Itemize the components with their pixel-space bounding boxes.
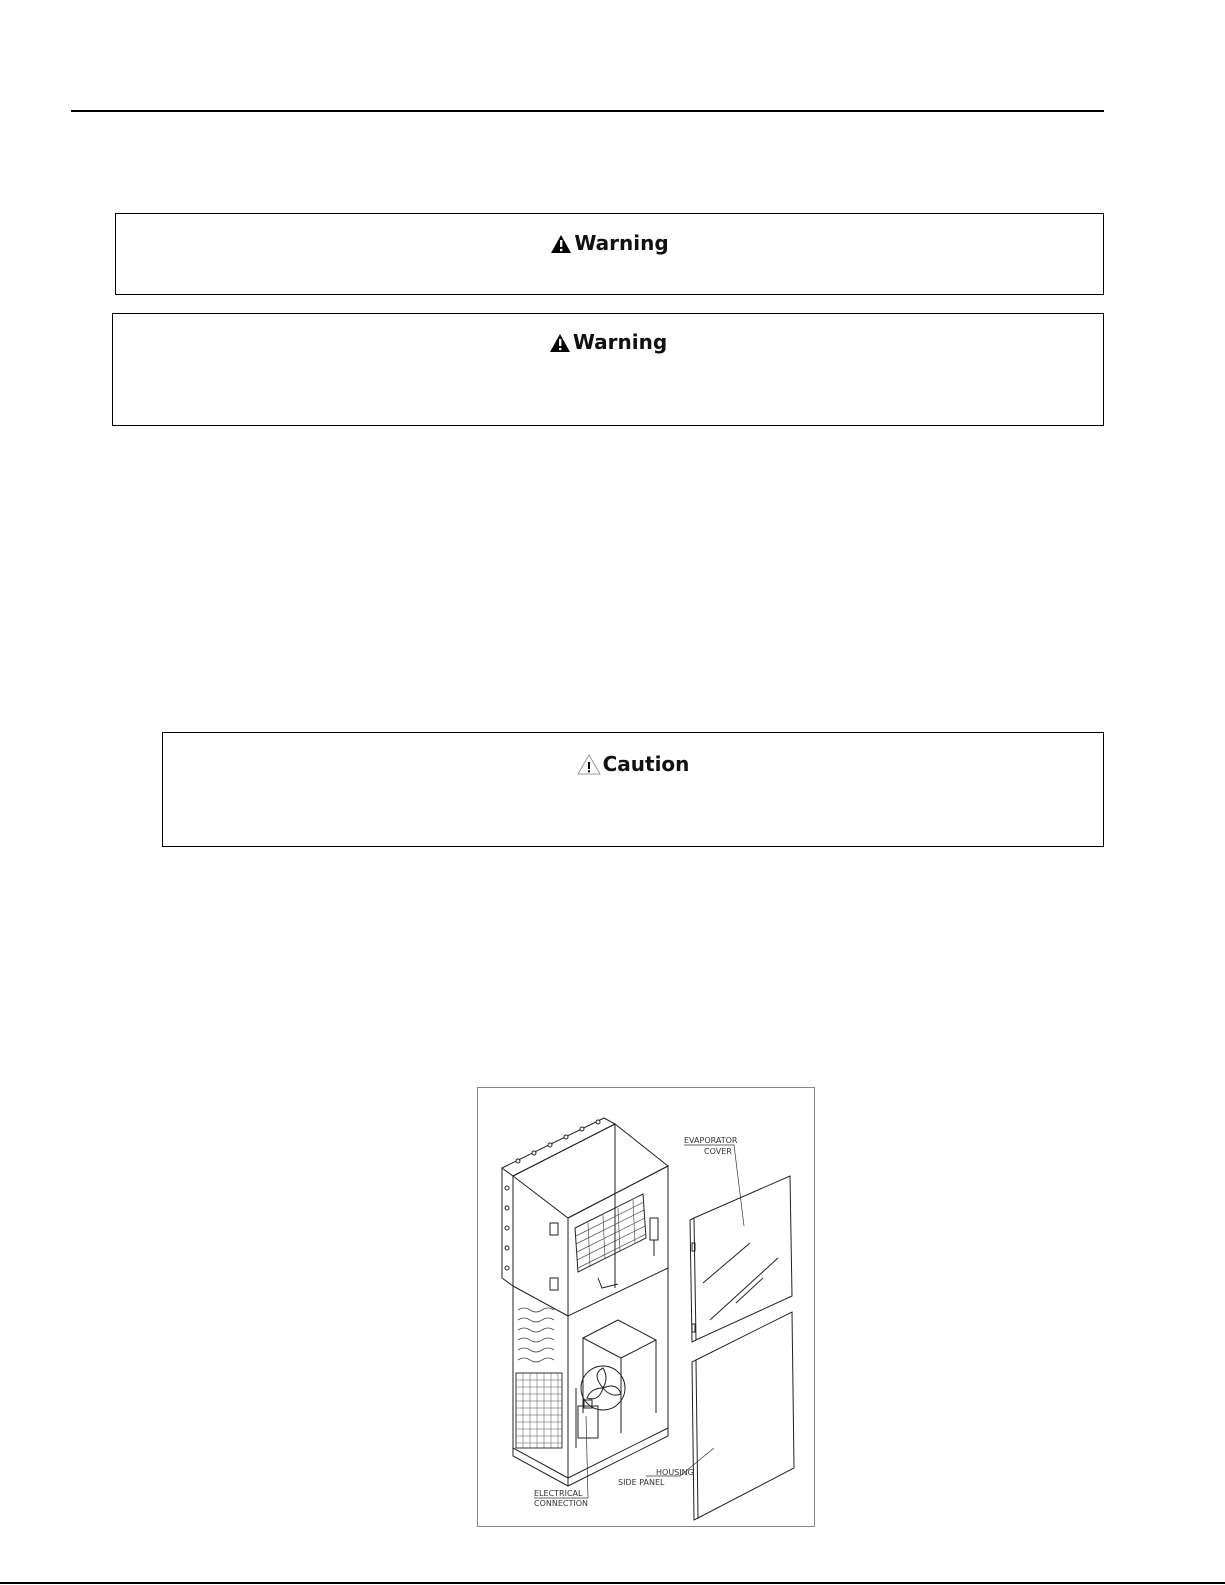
unit-exploded-diagram: [477, 1087, 815, 1527]
warning-notice-2: [112, 313, 1104, 426]
label-housing-line2: SIDE PANEL: [618, 1478, 665, 1487]
caution-heading: [163, 751, 1103, 781]
diagram-drawing: [478, 1088, 816, 1528]
label-electrical-line1: ELECTRICAL: [534, 1489, 583, 1498]
caution-title: Caution: [602, 752, 690, 776]
warning-title-2: Warning: [572, 330, 668, 354]
warning-triangle-icon: [549, 333, 571, 359]
warning-triangle-icon: [550, 234, 572, 260]
warning-heading-2: [113, 329, 1103, 359]
warning-title-1: Warning: [574, 231, 669, 255]
caution-notice: [162, 732, 1104, 847]
warning-notice-1: [115, 213, 1104, 295]
footer-rule: [0, 1582, 1225, 1584]
caution-triangle-icon: [577, 754, 601, 781]
label-electrical-line2: CONNECTION: [534, 1499, 589, 1508]
header-rule: [71, 110, 1104, 112]
label-evaporator-line2: COVER: [704, 1147, 732, 1156]
label-housing-line1: HOUSING: [656, 1468, 694, 1477]
warning-heading-1: [116, 230, 1103, 260]
label-evaporator-line1: EVAPORATOR: [684, 1136, 738, 1145]
